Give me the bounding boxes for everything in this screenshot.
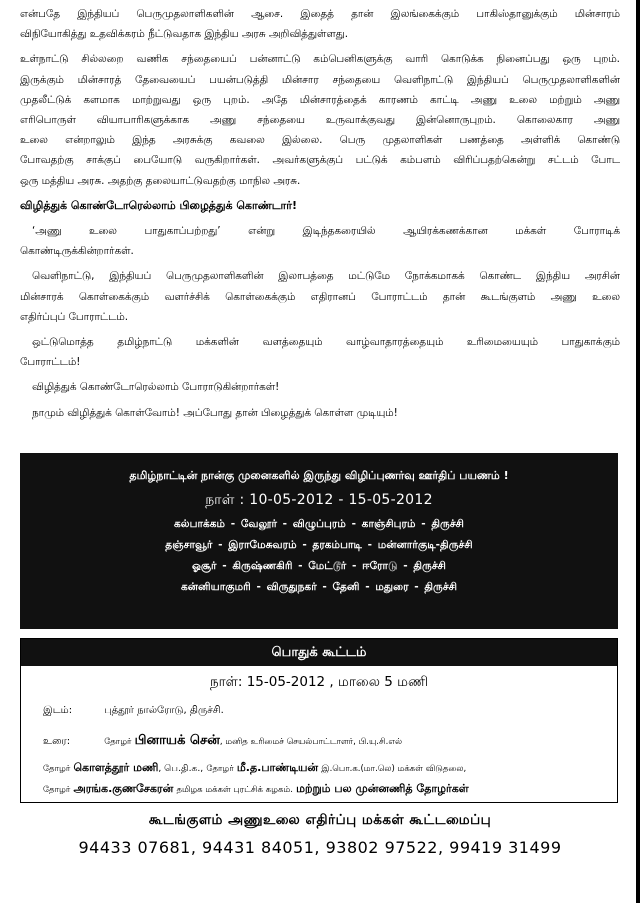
awaken-line: நாமும் விழித்துக் கொள்வோம்! அப்போது தான் பிழைத்துக் கொள்ள முடியும்!: [32, 406, 398, 419]
text-line: எதிர்ப்புப் போராட்டம்.: [20, 310, 129, 323]
speaker-role: , மனித உரிமைச் செயல்பாட்டாளர், பி.யு.சி.எல்: [219, 737, 403, 747]
tour-title: தமிழ்நாட்டின் நான்கு முனைகளில் இருந்து விழிப்புணர்வு ஊர்திப் பயணம் !: [129, 469, 509, 482]
speaker-role: தமிழக மக்கள் புரட்சிக் கழகம்.: [176, 785, 293, 795]
speaker-row-2: [43, 761, 466, 776]
speaker-name: கொளத்தூர் மணி: [73, 761, 159, 774]
text-line: ‘அணு உலை பாதுகாப்பற்றது’ என்று இடிந்தகரையில் ஆயிரக்கணக்கான மக்கள் போராடிக்: [32, 225, 620, 238]
speaker-name: பினாயக் சென்: [134, 733, 220, 748]
paragraph-1: [20, 4, 620, 44]
struggle-line: விழித்துக் கொண்டோரெல்லாம் போராடுகின்றார்கள்!: [32, 381, 280, 394]
contact-phones: 94433 07681, 94431 84051, 93802 97522, 99419 31499: [78, 838, 562, 857]
paragraph-2: [20, 49, 620, 190]
tour-date: நாள் : 10-05-2012 - 15-05-2012: [205, 492, 433, 508]
text-line: என்பதே இந்தியப் பெருமுதலாளிகளின் ஆசை. இதைத் தான் இலங்கைக்கும் பாகிஸ்தானுக்கும் மின்சாரம்: [20, 8, 620, 20]
tour-route: கல்பாக்கம் - வேலூர் - விழுப்புரம் - காஞ்சிபுரம் - திருச்சி: [174, 518, 464, 530]
comrade-title: தோழர்: [206, 764, 234, 774]
paragraph-5: [20, 332, 620, 372]
meeting-title: பொதுக் கூட்டம்: [21, 639, 617, 666]
meeting-date: நாள்: 15-05-2012 , மாலை 5 மணி: [209, 674, 429, 690]
speaker-role: , பெ.தி.க.,: [158, 763, 204, 774]
text-line: வெளிநாட்டு, இந்தியப் பெருமுதலாளிகளின் இலாபத்தை மட்டுமே நோக்கமாகக் கொண்ட இந்திய அரசின்: [32, 270, 620, 283]
text-line: இருக்கும் மின்சாரத் தேவையைப் பயன்படுத்தி மின்சார சந்தையை வெளிநாட்டு இந்தியப் பெருமுதலாளிகளின்: [20, 73, 620, 86]
speaker-name: மீ.த.பாண்டியன்: [236, 761, 319, 774]
page-edge: [636, 0, 640, 903]
speaker-role: இ.பொ.க.(மா.லெ) மக்கள் விடுதலை,: [321, 764, 467, 774]
tour-announcement-box: [20, 453, 618, 629]
speaker-name: அரங்க.குணசேகரன்: [73, 782, 174, 795]
article-body: [20, 4, 620, 428]
tour-route: ஓசூர் - கிருஷ்ணகிரி - மேட்டூர் - ஈரோடு - திருச்சி: [192, 560, 446, 572]
paragraph-4: [20, 266, 620, 327]
text-line: முதலீட்டுக் களமாக மாற்றுவது ஒரு புறம். அதே மின்சாரத்தைக் காரணம் காட்டி அணு உலை மற்றும் அணு: [20, 93, 620, 106]
text-line: எரிபொருள் வியாபாரிகளுக்காக அணு சந்தையை உருவாக்குவது இன்னொருபுறம். கொலைகார அணு: [20, 114, 620, 127]
text-line: போராட்டம்!: [20, 356, 81, 369]
text-line: உலை என்றாலும் இந்த அரசுக்கு கவலை இல்லை. பெரு முதலாளிகள் பணத்தை அள்ளிக் கொண்டு: [20, 134, 620, 147]
text-line: போவதற்கு சாக்குப் பையோடு வருகிறார்கள். அவர்களுக்குப் பட்டுக் கம்பளம் விரிப்பதற்கென்று சட்டம் போட: [20, 154, 620, 167]
comrade-title: தோழர்: [43, 785, 71, 795]
text-line: கொண்டிருக்கின்றார்கள்.: [20, 245, 134, 258]
section-heading: விழித்துக் கொண்டோரெல்லாம் பிழைத்துக் கொண்டார்!: [20, 198, 297, 212]
tour-routes: [20, 518, 618, 594]
text-line: விநியோகித்து உதவிக்கரம் நீட்டுவதாக இந்திய அரசு அறிவித்துள்ளது.: [20, 28, 349, 41]
comrade-title: தோழர்: [104, 737, 132, 747]
place-label: இடம்:: [43, 705, 73, 716]
tour-route: தஞ்சாவூர் - இராமேசுவரம் - தரகம்பாடி - மன்னார்குடி-திருச்சி: [165, 539, 473, 551]
text-line: மின்சாரக் கொள்கைக்கும் வளர்ச்சிக் கொள்கைக்கும் எதிரானப் போராட்டம் தான் கூடங்குளம் அணு உலை: [20, 290, 620, 303]
paragraph-3: [20, 221, 620, 261]
speaker-row-3: [43, 782, 469, 797]
speech-label: உரை:: [43, 736, 71, 747]
organization-name: கூடங்குளம் அணுஉலை எதிர்ப்பு மக்கள் கூட்டமைப்பு: [148, 812, 492, 828]
meeting-place-row: [43, 705, 224, 717]
public-meeting-box: [20, 638, 618, 803]
comrade-title: தோழர்: [43, 764, 71, 774]
text-line: ஒட்டுமொத்த தமிழ்நாட்டு மக்களின் வளத்தையும் வாழ்வாதாரத்தையும் உரிமையையும் பாதுகாக்கும்: [32, 336, 620, 349]
speaker-row-1: [43, 733, 402, 749]
other-comrades: மற்றும் பல முன்னணித் தோழர்கள்: [296, 782, 469, 795]
tour-route: கன்னியாகுமரி - விருதுநகர் - தேனி - மதுரை - திருச்சி: [180, 581, 458, 593]
text-line: உள்நாட்டு சில்லறை வணிக சந்தையைப் பன்னாட்டு கம்பெனிகளுக்கு வாரி கொடுக்க நினைப்பது ஒரு புறம்.: [20, 53, 620, 66]
text-line: ஒரு மத்திய அரசு. அதற்கு தலையாட்டுவதற்கு மாநில அரசு.: [20, 174, 301, 187]
place-value: புத்தூர் நால்ரோடு, திருச்சி.: [104, 705, 224, 716]
